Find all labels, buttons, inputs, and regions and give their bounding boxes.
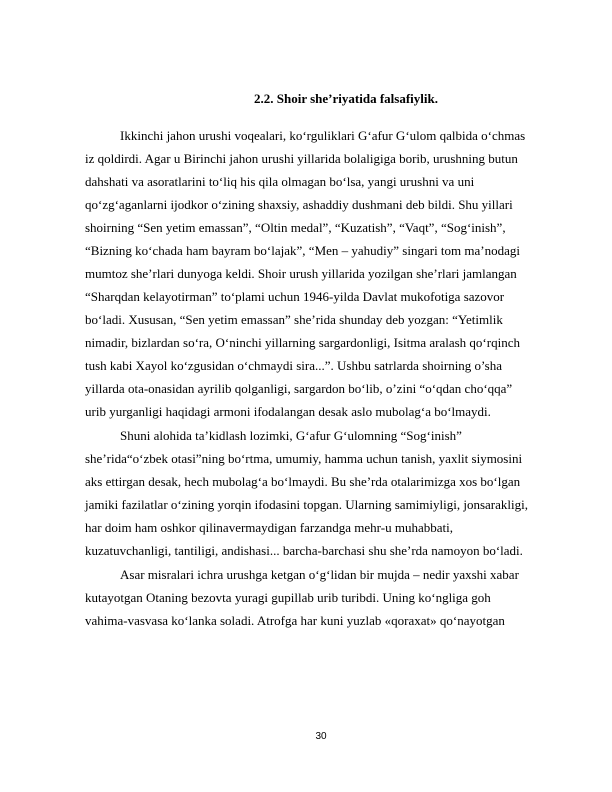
paragraph-line: iz qoldirdi. Agar u Birinchi jahon urushi yillarida bolaligiga borib, urushning butun xyxy=(85,151,518,166)
paragraph-line: tush kabi Xayol ko‘zgusidan o‘chmaydi sira...”. Ushbu satrlarda shoirning o’sha xyxy=(85,358,502,373)
paragraph-line: “Bizning ko‘chada ham bayram bo‘lajak”, “Men – yahudiy” singari tom ma’nodagi xyxy=(85,243,520,258)
paragraph-line: mumtoz she’rlari dunyoga keldi. Shoir urush yillarida yozilgan she’rlari jamlangan xyxy=(85,266,517,281)
paragraph-line: she’rida“o‘zbek otasi”ning bo‘rtma, umumiy, hamma uchun tanish, yaxlit siymosini xyxy=(85,451,523,466)
paragraph-line: jamiki fazilatlar o‘zining yorqin ifodasini topgan. Ularning samimiyligi, jonsarakligi, xyxy=(85,497,528,512)
paragraph-line: yillarda ota-onasidan ayrilib qolganligi, sargardon bo‘lib, o’zini “o‘qdan cho‘qqa” xyxy=(85,381,513,396)
section-heading: 2.2. Shoir she’riyatida falsafiylik. xyxy=(254,91,438,106)
paragraph-line: har doim ham oshkor qilinavermaydigan farzandga mehr-u muhabbati, xyxy=(85,520,453,535)
paragraph-line: Ikkinchi jahon urushi voqealari, ko‘rguliklari G‘afur G‘ulom qalbida o‘chmas xyxy=(120,128,526,143)
paragraph-line: urib yurganligi haqidagi armoni ifodalangan desak aslo mubolag‘a bo‘lmaydi. xyxy=(85,404,491,419)
paragraph-line: Shuni alohida ta’kidlash lozimki, G‘afur G‘ulomning “Sog‘inish” xyxy=(120,428,462,443)
paragraph-line: dahshati va asoratlarini to‘liq his qila olmagan bo‘lsa, yangi urushni va uni xyxy=(85,174,475,189)
paragraph-line: “Sharqdan kelayotirman” to‘plami uchun 1946-yilda Davlat mukofotiga sazovor xyxy=(85,289,505,304)
paragraph-line: kuzatuvchanligi, tantiligi, andishasi... barcha-barchasi shu she’rda namoyon bo‘ladi. xyxy=(85,543,523,558)
paragraph-line: bo‘ladi. Xususan, “Sen yetim emassan” she’rida shunday deb yozgan: “Yetimlik xyxy=(85,312,503,327)
paragraph-line: vahima-vasvasa ko‘lanka soladi. Atrofga har kuni yuzlab «qoraxat» qo‘nayotgan xyxy=(85,613,505,628)
paragraph-line: kutayotgan Otaning bezovta yuragi gupillab urib turibdi. Uning ko‘ngliga goh xyxy=(85,590,491,605)
paragraph-line: shoirning “Sen yetim emassan”, “Oltin medal”, “Kuzatish”, “Vaqt”, “Sog‘inish”, xyxy=(85,220,506,235)
page-number: 30 xyxy=(315,731,327,742)
paragraph-line: nimadir, bizlardan so‘ra, O‘ninchi yillarning sargardonligi, Isitma aralash qo‘rqinch xyxy=(85,335,520,350)
paragraph-line: Asar misralari ichra urushga ketgan o‘g‘lidan bir mujda – nedir yaxshi xabar xyxy=(120,567,519,582)
paragraph-line: qo‘zg‘aganlarni ijodkor o‘zining shaxsiy, ashaddiy dushmani deb bildi. Shu yillari xyxy=(85,197,513,212)
paragraph-line: aks ettirgan desak, hech mubolag‘a bo‘lmaydi. Bu she’rda otalarimizga xos bo‘lgan xyxy=(85,474,521,489)
